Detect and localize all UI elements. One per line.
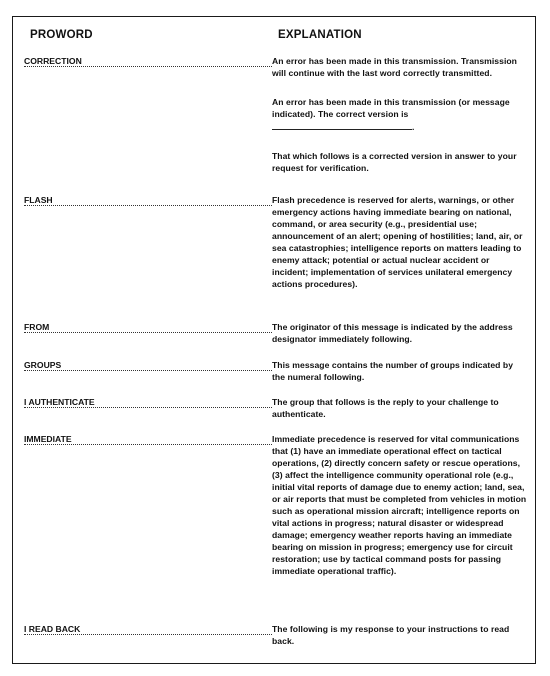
proword-term: FLASH <box>24 194 272 207</box>
explanation-paragraph: That which follows is a corrected version in answer to your request for verification. <box>272 151 517 173</box>
proword-explanation <box>272 396 527 437</box>
proword-term: I AUTHENTICATE <box>24 396 272 409</box>
leader-dots <box>24 330 272 333</box>
proword-explanation <box>272 321 527 362</box>
proword-term: FROM <box>24 321 272 334</box>
blank-line <box>272 120 412 130</box>
proword-term: CORRECTION <box>24 55 272 68</box>
explanation-paragraph: The group that follows is the reply to your challenge to authenticate. <box>272 397 499 419</box>
explanation-paragraph: Immediate precedence is reserved for vital communications that (1) have an immediate operational effect on tactical operations, (2) directly concern safety or rescue operations, (3) affect the intelligence community operational role (e.g., initial vital reports of damage due to enemy action; land, sea, or air reports that must be completed from vehicles in motion such as operational mission aircraft; intelligence reports on vital actions in progress; natural disaster or widespread damage; emergency weather reports having an immediate bearing on mission in progress; emergency use for circuit restoration; use by tactical command posts for passing immediate operational traffic). <box>272 434 527 576</box>
explanation-paragraph: The following is my response to your instructions to read back. <box>272 624 510 646</box>
proword-explanation <box>272 359 527 400</box>
explanation-paragraph: The originator of this message is indicated by the address designator immediately following. <box>272 322 513 344</box>
explanation-paragraph: This message contains the number of groups indicated by the numeral following. <box>272 360 514 382</box>
proword-term: I READ BACK <box>24 623 272 636</box>
explanation-column-header: EXPLANATION <box>278 29 362 41</box>
proword-explanation <box>272 623 527 664</box>
proword-explanation <box>272 55 527 191</box>
explanation-paragraph: An error has been made in this transmission. Transmission will continue with the last word correctly transmitted. <box>272 56 517 78</box>
proword-column-header: PROWORD <box>30 29 93 41</box>
explanation-paragraph: An error has been made in this transmission (or message indicated). The correct version is . <box>272 97 510 132</box>
proword-term: IMMEDIATE <box>24 433 272 446</box>
proword-explanation <box>272 194 527 307</box>
proword-explanation <box>272 433 527 594</box>
leader-dots <box>24 203 272 206</box>
proword-term: GROUPS <box>24 359 272 372</box>
explanation-paragraph: Flash precedence is reserved for alerts, warnings, or other emergency actions having immediate bearing on national, command, or area security (e.g., presidential use; announcement of an alert; opening of hostilities; land, air, or sea catastrophies; intelligence reports on matters leading to enemy attack; potential or actual nuclear accident or incident; implementation of services unilateral emergency actions procedures). <box>272 195 523 289</box>
